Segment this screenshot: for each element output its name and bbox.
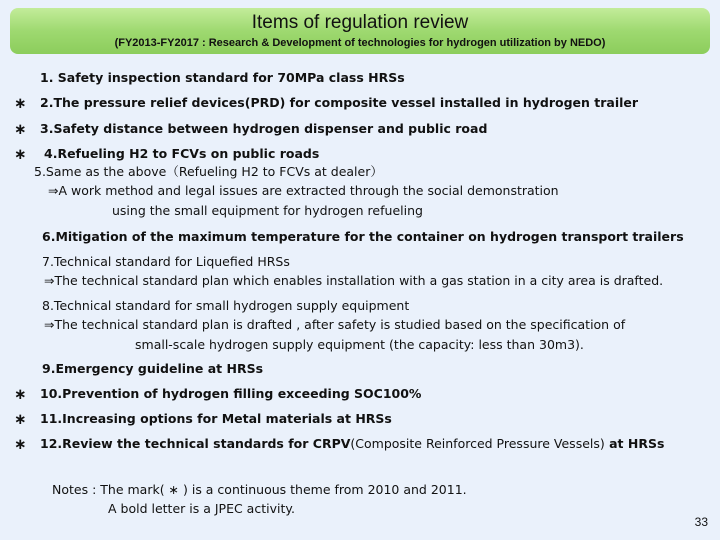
item-4: 4.Refueling H2 to FCVs on public roads: [44, 146, 320, 161]
item-12: [40, 436, 664, 452]
item-10: 10.Prevention of hydrogen filling exceeding SOC100%: [40, 386, 422, 401]
continuous-theme-star-icon: ∗: [14, 410, 27, 428]
item-12-title: 12.Review the technical standards for CRPV: [40, 436, 351, 451]
continuous-theme-star-icon: ∗: [14, 145, 27, 163]
item-3: 3.Safety distance between hydrogen dispenser and public road: [40, 121, 488, 136]
continuous-theme-star-icon: ∗: [14, 94, 27, 112]
item-6: 6.Mitigation of the maximum temperature for the container on hydrogen transport trailers: [42, 229, 684, 244]
continuous-theme-star-icon: ∗: [14, 385, 27, 403]
item-5-detail-1: ⇒A work method and legal issues are extracted through the social demonstration: [48, 183, 559, 198]
item-8-detail-2: small-scale hydrogen supply equipment (the capacity: less than 30m3).: [135, 337, 584, 352]
item-8: 8.Technical standard for small hydrogen supply equipment: [42, 298, 410, 313]
item-8-detail-1: ⇒The technical standard plan is drafted , after safety is studied based on the specification of: [44, 317, 626, 332]
item-5: 5.Same as the above（Refueling H2 to FCVs at dealer）: [34, 164, 383, 179]
item-9: 9.Emergency guideline at HRSs: [42, 361, 264, 376]
page-subtitle: (FY2013-FY2017 : Research & Development of technologies for hydrogen utilization by NEDO): [114, 37, 606, 49]
page-number: 33: [694, 515, 708, 529]
title-banner: [10, 8, 710, 54]
notes-line-2: A bold letter is a JPEC activity.: [108, 501, 295, 516]
page-title: Items of regulation review: [251, 12, 469, 33]
continuous-theme-star-icon: ∗: [14, 435, 27, 453]
item-12-crpv-expansion: (Composite Reinforced Pressure Vessels): [350, 436, 605, 451]
item-2: 2.The pressure relief devices(PRD) for composite vessel installed in hydrogen trailer: [40, 95, 639, 110]
item-7-detail: ⇒The technical standard plan which enables installation with a gas station in a city area is drafted.: [44, 273, 664, 288]
item-12-suffix: at HRSs: [604, 436, 665, 451]
notes-line-1: Notes : The mark( ∗ ) is a continuous theme from 2010 and 2011.: [52, 482, 467, 497]
item-7: 7.Technical standard for Liquefied HRSs: [42, 254, 290, 269]
item-5-detail-2: using the small equipment for hydrogen refueling: [112, 203, 423, 218]
item-11: 11.Increasing options for Metal materials at HRSs: [40, 411, 392, 426]
continuous-theme-star-icon: ∗: [14, 120, 27, 138]
item-1: 1. Safety inspection standard for 70MPa class HRSs: [40, 70, 405, 85]
